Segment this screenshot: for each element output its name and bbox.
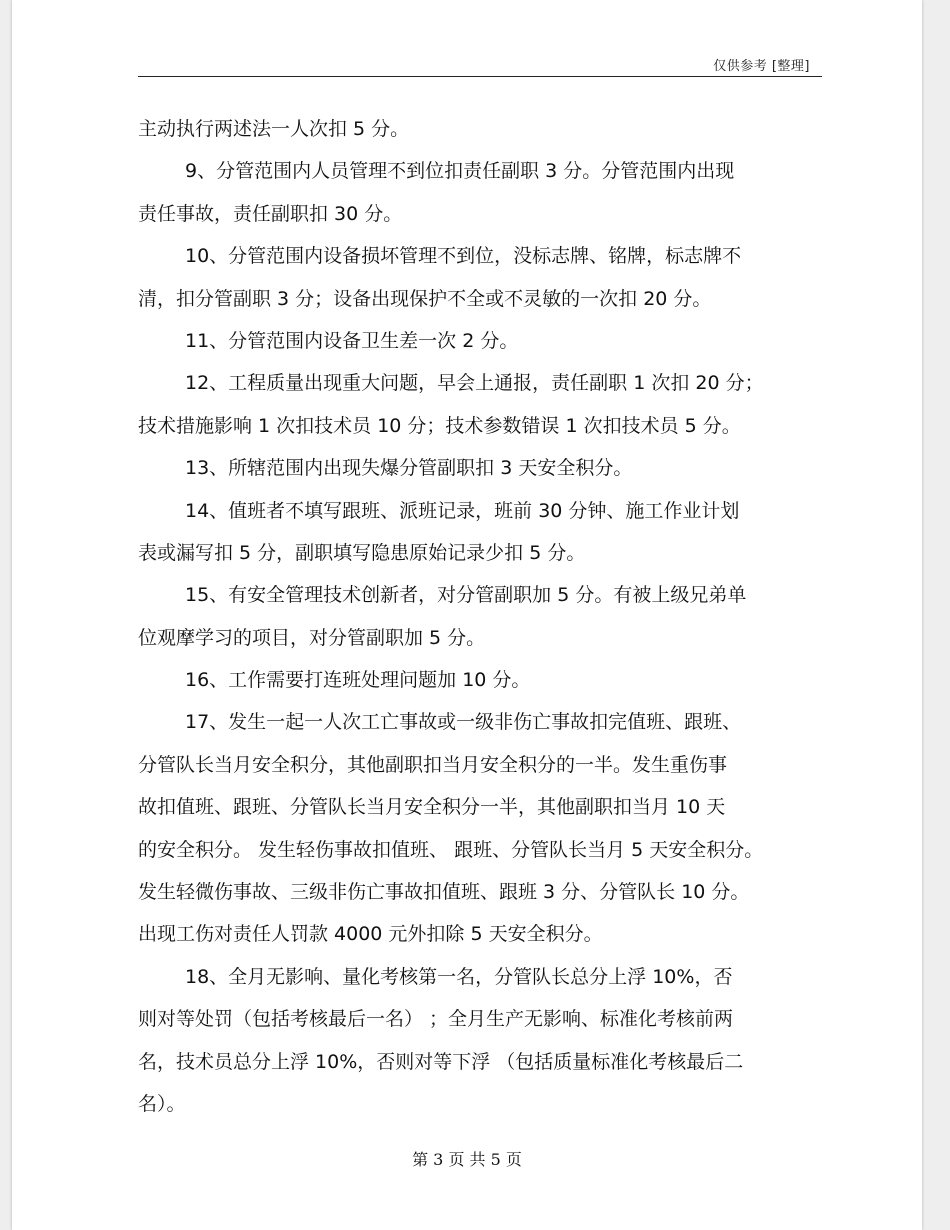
text-line-23: 名，技术员总分上浮 10%，否则对等下浮 （包括质量标准化考核最后二 xyxy=(138,1050,744,1073)
text-line-22: 则对等处罚（包括考核最后一名） ；全月生产无影响、标准化考核前两 xyxy=(138,1008,734,1031)
text-line-24: 名）。 xyxy=(138,1092,186,1115)
header-rule xyxy=(138,76,822,77)
text-line-13: 位观摩学习的项目，对分管副职加 5 分。 xyxy=(138,626,486,649)
text-line-1: 主动执行两述法一人次扣 5 分。 xyxy=(138,118,410,140)
text-line-7: 12、工程质量出现重大问题，早会上通报，责任副职 1 次扣 20 分； xyxy=(185,372,764,395)
page-number-footer: 第 3 页 共 5 页 xyxy=(412,1150,522,1169)
text-line-2: 9、分管范围内人员管理不到位扣责任副职 3 分。分管范围内出现 xyxy=(185,160,735,183)
text-line-15: 17、发生一起一人次工亡事故或一级非伤亡事故扣完值班、跟班、 xyxy=(185,711,742,734)
text-line-6: 11、分管范围内设备卫生差一次 2 分。 xyxy=(185,329,519,352)
text-line-14: 16、工作需要打连班处理问题加 10 分。 xyxy=(185,669,531,692)
text-line-11: 表或漏写扣 5 分，副职填写隐患原始记录少扣 5 分。 xyxy=(138,541,586,564)
text-line-4: 10、分管范围内设备损坏管理不到位，没标志牌、铭牌，标志牌不 xyxy=(185,245,742,268)
text-line-8: 技术措施影响 1 次扣技术员 10 分；技术参数错误 1 次扣技术员 5 分。 xyxy=(138,414,741,437)
text-line-18: 的安全积分。 发生轻伤事故扣值班、 跟班、分管队长当月 5 天安全积分。 xyxy=(138,838,764,861)
text-line-19: 发生轻微伤事故、三级非伤亡事故扣值班、跟班 3 分、分管队长 10 分。 xyxy=(138,881,750,904)
text-line-17: 故扣值班、跟班、分管队长当月安全积分一半，其他副职扣当月 10 天 xyxy=(138,796,726,819)
text-line-12: 15、有安全管理技术创新者，对分管副职加 5 分。有被上级兄弟单 xyxy=(185,584,747,607)
text-line-3: 责任事故，责任副职扣 30 分。 xyxy=(138,202,403,225)
text-line-20: 出现工伤对责任人罚款 4000 元外扣除 5 天安全积分。 xyxy=(138,923,603,946)
text-line-9: 13、所辖范围内出现失爆分管副职扣 3 天安全积分。 xyxy=(185,457,633,480)
text-line-16: 分管队长当月安全积分，其他副职扣当月安全积分的一半。发生重伤事 xyxy=(138,753,728,776)
text-line-10: 14、值班者不填写跟班、派班记录，班前 30 分钟、施工作业计划 xyxy=(185,499,740,522)
text-line-21: 18、全月无影响、量化考核第一名，分管队长总分上浮 10%，否 xyxy=(185,965,733,988)
body-text xyxy=(138,108,828,1125)
text-line-5: 清，扣分管副职 3 分；设备出现保护不全或不灵敏的一次扣 20 分。 xyxy=(138,287,712,310)
document-page xyxy=(12,0,922,1230)
header-note: 仅供参考 [整理] xyxy=(713,59,810,74)
